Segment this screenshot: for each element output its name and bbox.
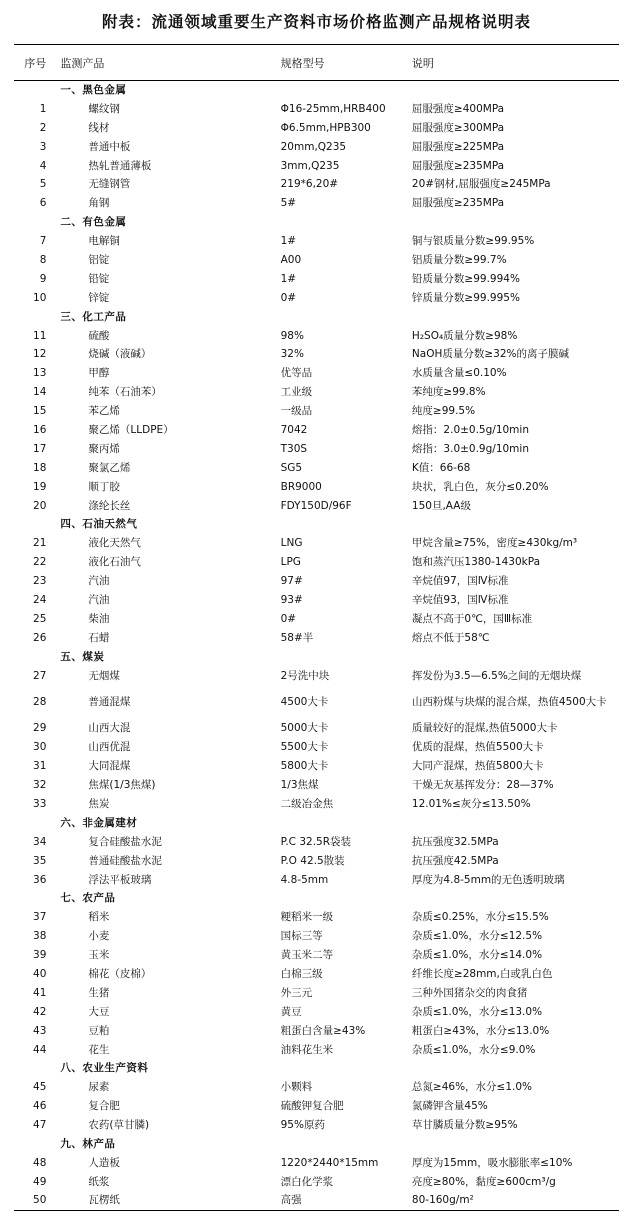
table-row bbox=[14, 345, 619, 364]
spec-value: 1# bbox=[280, 272, 297, 285]
spec-value: SG5 bbox=[280, 461, 303, 474]
spec-value: 外三元 bbox=[280, 986, 313, 999]
table-row bbox=[14, 851, 619, 870]
table-row bbox=[14, 1191, 619, 1210]
table-row bbox=[14, 477, 619, 496]
description: 辛烷值97，国Ⅳ标准 bbox=[411, 575, 509, 588]
product-name: 聚丙烯 bbox=[88, 442, 120, 455]
table-row bbox=[14, 269, 619, 288]
section-spacer bbox=[14, 1135, 56, 1154]
spec-value: 1# bbox=[280, 235, 297, 248]
spec-value: 5# bbox=[280, 197, 297, 210]
description: 纯度≥99.5% bbox=[411, 405, 476, 418]
section-label: 六、非金属建材 bbox=[60, 816, 138, 829]
section-spacer bbox=[14, 81, 56, 100]
row-number: 6 bbox=[39, 197, 47, 210]
row-number: 29 bbox=[33, 722, 47, 735]
product-name: 无缝钢管 bbox=[88, 178, 131, 191]
spec-value: 7042 bbox=[280, 423, 308, 436]
row-number: 24 bbox=[33, 593, 47, 606]
description: 锌质量分数≥99.995% bbox=[411, 291, 520, 304]
description: 铜与银质量分数≥99.95% bbox=[411, 235, 535, 248]
row-number: 5 bbox=[39, 178, 47, 191]
description: 质量较好的混煤,热值5000大卡 bbox=[411, 722, 558, 735]
table-row bbox=[14, 1153, 619, 1172]
section-spacer bbox=[14, 515, 56, 534]
spec-value: 漂白化学浆 bbox=[280, 1175, 334, 1188]
header-product: 监测产品 bbox=[56, 45, 280, 81]
row-number: 39 bbox=[33, 949, 47, 962]
table-row bbox=[14, 1021, 619, 1040]
row-number: 32 bbox=[33, 779, 47, 792]
spec-value: 二级冶金焦 bbox=[280, 798, 334, 810]
table-row bbox=[14, 795, 619, 814]
row-number: 34 bbox=[33, 835, 47, 848]
table-row bbox=[14, 458, 619, 477]
product-name: 人造板 bbox=[88, 1156, 120, 1169]
spec-value: P.O 42.5散装 bbox=[280, 854, 345, 867]
product-name: 复合硅酸盐水泥 bbox=[88, 835, 162, 848]
product-name: 硫酸 bbox=[88, 329, 110, 342]
row-number: 19 bbox=[33, 480, 47, 493]
table-row bbox=[14, 421, 619, 440]
section-label: 四、石油天然气 bbox=[60, 518, 138, 531]
table-row bbox=[14, 628, 619, 647]
table-row bbox=[14, 194, 619, 213]
row-number: 1 bbox=[39, 102, 47, 115]
description: 屈服强度≥235MPa bbox=[411, 197, 505, 210]
product-name: 稻米 bbox=[88, 911, 110, 924]
product-name: 汽油 bbox=[88, 575, 110, 588]
description: 氮磷钾含量45% bbox=[411, 1100, 488, 1113]
product-name: 涤纶长丝 bbox=[88, 499, 131, 512]
description: 12.01%≤灰分≤13.50% bbox=[411, 798, 531, 810]
row-number: 41 bbox=[33, 986, 47, 999]
product-name: 玉米 bbox=[88, 949, 110, 962]
description: 饱和蒸汽压1380-1430kPa bbox=[411, 556, 541, 569]
row-number: 50 bbox=[14, 1191, 56, 1210]
row-number: 11 bbox=[33, 329, 47, 342]
table-row bbox=[14, 326, 619, 345]
table-row bbox=[14, 738, 619, 757]
spec-value: 97# bbox=[280, 575, 303, 588]
product-name: 汽油 bbox=[88, 593, 110, 606]
product-name: 山西大混 bbox=[88, 722, 131, 735]
table-row bbox=[14, 591, 619, 610]
spec-value: 2号洗中块 bbox=[280, 669, 330, 682]
spec-value: 95%原药 bbox=[280, 1119, 325, 1132]
spec-value: 4500大卡 bbox=[280, 696, 329, 708]
product-name: 锌锭 bbox=[88, 291, 110, 304]
product-name: 普通中板 bbox=[88, 140, 131, 153]
product-name: 液化天然气 bbox=[88, 537, 141, 550]
description: 铝质量分数≥99.7% bbox=[411, 253, 507, 266]
table-row bbox=[14, 99, 619, 118]
product-name: 尿素 bbox=[88, 1081, 110, 1094]
table-row bbox=[14, 870, 619, 889]
section-label: 八、农业生产资料 bbox=[60, 1062, 149, 1075]
section-spacer bbox=[14, 1059, 56, 1078]
section-label: 九、林产品 bbox=[60, 1138, 116, 1151]
description: NaOH质量分数≥32%的离子膜碱 bbox=[411, 348, 570, 361]
table-row bbox=[14, 383, 619, 402]
description: 熔点不低于58℃ bbox=[411, 631, 490, 644]
spec-value: 3mm,Q235 bbox=[280, 159, 340, 172]
table-row bbox=[14, 572, 619, 591]
description: 80-160g/m² bbox=[412, 1191, 619, 1210]
description: 干燥无灰基挥发分：28—37% bbox=[411, 779, 554, 792]
section-spacer bbox=[14, 813, 56, 832]
row-number: 13 bbox=[33, 367, 47, 380]
description: 优质的混煤，热值5500大卡 bbox=[411, 741, 544, 754]
row-number: 4 bbox=[39, 159, 47, 172]
description: 屈服强度≥300MPa bbox=[411, 121, 505, 134]
row-number: 35 bbox=[33, 854, 47, 867]
spec-value: 5800大卡 bbox=[280, 760, 329, 773]
table-row bbox=[14, 364, 619, 383]
table-row bbox=[14, 685, 619, 719]
product-name: 苯乙烯 bbox=[88, 405, 120, 418]
row-number: 44 bbox=[33, 1043, 47, 1056]
section-row bbox=[14, 213, 619, 232]
description: 屈服强度≥235MPa bbox=[411, 159, 505, 172]
spec-value: 4.8-5mm bbox=[280, 873, 329, 886]
table-row bbox=[14, 232, 619, 251]
product-name: 大同混煤 bbox=[88, 760, 131, 773]
table-row bbox=[14, 1116, 619, 1135]
product-name: 农药(草甘膦) bbox=[88, 1119, 150, 1132]
table-row bbox=[14, 965, 619, 984]
table-row bbox=[14, 1097, 619, 1116]
product-name: 热轧普通薄板 bbox=[88, 159, 152, 172]
row-number: 9 bbox=[39, 272, 47, 285]
section-row bbox=[14, 515, 619, 534]
row-number: 26 bbox=[33, 631, 47, 644]
row-number: 33 bbox=[33, 798, 47, 810]
section-spacer bbox=[14, 889, 56, 908]
product-name: 螺纹钢 bbox=[88, 102, 120, 115]
table-row bbox=[14, 1172, 619, 1191]
spec-value: 优等品 bbox=[280, 367, 313, 380]
description: 杂质≤0.25%，水分≤15.5% bbox=[411, 911, 549, 924]
spec-value: 219*6,20# bbox=[280, 178, 339, 191]
description: 屈服强度≥225MPa bbox=[411, 140, 505, 153]
row-number: 37 bbox=[33, 911, 47, 924]
product-name: 山西优混 bbox=[88, 741, 131, 754]
document-title: 附表：流通领域重要生产资料市场价格监测产品规格说明表 bbox=[101, 12, 531, 31]
description: 大同产混煤，热值5800大卡 bbox=[411, 760, 544, 773]
description: 总氮≥46%，水分≤1.0% bbox=[411, 1081, 533, 1094]
row-number: 47 bbox=[33, 1119, 47, 1132]
row-number: 16 bbox=[33, 423, 47, 436]
row-number: 43 bbox=[33, 1024, 47, 1037]
spec-value: BR9000 bbox=[280, 480, 322, 493]
section-label: 一、黑色金属 bbox=[60, 84, 127, 97]
spec-value: 20mm,Q235 bbox=[280, 140, 347, 153]
description: 杂质≤1.0%，水分≤13.0% bbox=[411, 1005, 543, 1018]
description: 水质量含量≤0.10% bbox=[411, 367, 507, 380]
section-label: 三、化工产品 bbox=[60, 310, 127, 323]
product-name: 豆粕 bbox=[88, 1024, 110, 1037]
row-number: 15 bbox=[33, 405, 47, 418]
table-row bbox=[14, 776, 619, 795]
description: 三种外国猪杂交的肉食猪 bbox=[411, 986, 528, 999]
product-name: 烧碱（液碱） bbox=[88, 348, 152, 361]
spec-value: 93# bbox=[280, 593, 303, 606]
product-name: 焦炭 bbox=[88, 798, 110, 810]
description: 草甘膦质量分数≥95% bbox=[411, 1119, 518, 1132]
product-name: 顺丁胶 bbox=[88, 480, 120, 493]
table-row bbox=[14, 832, 619, 851]
spec-value: 0# bbox=[280, 291, 297, 304]
row-number: 20 bbox=[33, 499, 47, 512]
row-number: 46 bbox=[33, 1100, 47, 1113]
section-row bbox=[14, 1059, 619, 1078]
description: 抗压强度42.5MPa bbox=[411, 854, 499, 867]
product-name: 铅锭 bbox=[88, 272, 110, 285]
spec-value: 5500大卡 bbox=[280, 741, 329, 754]
row-number: 48 bbox=[33, 1156, 47, 1169]
description: 块状，乳白色，灰分≤0.20% bbox=[411, 480, 549, 493]
row-number: 14 bbox=[33, 386, 47, 399]
section-spacer bbox=[14, 647, 56, 666]
row-number: 2 bbox=[39, 121, 47, 134]
header-desc: 说明 bbox=[412, 45, 619, 81]
table-row bbox=[14, 118, 619, 137]
product-name: 柴油 bbox=[88, 612, 110, 625]
description: 150旦,AA级 bbox=[411, 499, 471, 512]
product-name: 小麦 bbox=[88, 930, 110, 943]
spec-value: 32% bbox=[280, 348, 304, 361]
product-name: 浮法平板玻璃 bbox=[88, 873, 152, 886]
spec-value: 工业级 bbox=[280, 386, 313, 399]
row-number: 30 bbox=[33, 741, 47, 754]
description: 铅质量分数≥99.994% bbox=[411, 272, 520, 285]
row-number: 25 bbox=[33, 612, 47, 625]
product-name: 复合肥 bbox=[88, 1100, 120, 1113]
table-row bbox=[14, 439, 619, 458]
description: 杂质≤1.0%，水分≤12.5% bbox=[411, 930, 543, 943]
spec-value: LPG bbox=[280, 556, 301, 569]
description: 辛烷值93，国Ⅳ标准 bbox=[411, 593, 509, 606]
product-name: 纸浆 bbox=[88, 1175, 110, 1188]
description: H₂SO₄质量分数≥98% bbox=[411, 329, 518, 342]
row-number: 45 bbox=[33, 1081, 47, 1094]
product-name: 无烟煤 bbox=[88, 669, 120, 682]
description: 抗压强度32.5MPa bbox=[411, 835, 499, 848]
row-number: 22 bbox=[33, 556, 47, 569]
table-row bbox=[14, 1078, 619, 1097]
section-row bbox=[14, 1135, 619, 1154]
table-row bbox=[14, 402, 619, 421]
description: 20#钢材,屈服强度≥245MPa bbox=[411, 178, 551, 191]
table-row bbox=[14, 534, 619, 553]
table-row bbox=[14, 553, 619, 572]
spec-value: A00 bbox=[280, 253, 302, 266]
table-row bbox=[14, 251, 619, 270]
row-number: 23 bbox=[33, 575, 47, 588]
row-number: 21 bbox=[33, 537, 47, 550]
row-number: 31 bbox=[33, 760, 47, 773]
description: K值：66-68 bbox=[411, 461, 471, 474]
spec-value: 国标三等 bbox=[280, 930, 323, 943]
section-spacer bbox=[14, 213, 56, 232]
table-row bbox=[14, 1040, 619, 1059]
row-number: 12 bbox=[33, 348, 47, 361]
spec-value: 1220*2440*15mm bbox=[280, 1156, 379, 1169]
section-label: 五、煤炭 bbox=[60, 650, 105, 663]
header-spec: 规格型号 bbox=[281, 45, 412, 81]
spec-value: 1/3焦煤 bbox=[280, 779, 319, 792]
product-name: 石蜡 bbox=[88, 631, 110, 644]
product-name: 角钢 bbox=[88, 197, 110, 210]
description: 厚度为15mm，吸水膨胀率≤10% bbox=[411, 1156, 573, 1169]
description: 粗蛋白≥43%，水分≤13.0% bbox=[411, 1024, 550, 1037]
row-number: 28 bbox=[33, 696, 47, 708]
product-name: 线材 bbox=[88, 121, 110, 134]
table-body bbox=[14, 81, 619, 1211]
spec-value: 98% bbox=[280, 329, 304, 342]
table-row bbox=[14, 666, 619, 685]
description: 苯纯度≥99.8% bbox=[411, 386, 486, 399]
product-name: 聚氯乙烯 bbox=[88, 461, 131, 474]
product-name: 瓦楞纸 bbox=[56, 1191, 280, 1210]
table-row bbox=[14, 908, 619, 927]
description: 亮度≥80%，黏度≥600cm³/g bbox=[411, 1175, 556, 1188]
product-name: 大豆 bbox=[88, 1005, 110, 1018]
product-name: 聚乙烯（LLDPE） bbox=[88, 423, 174, 436]
description: 纤维长度≥28mm,白或乳白色 bbox=[411, 968, 553, 981]
spec-value: Φ16-25mm,HRB400 bbox=[280, 102, 386, 115]
section-row bbox=[14, 81, 619, 100]
spec-value: 粗蛋白含量≥43% bbox=[280, 1024, 366, 1037]
spec-value: P.C 32.5R袋装 bbox=[280, 835, 352, 848]
description: 挥发份为3.5—6.5%之间的无烟块煤 bbox=[411, 669, 582, 682]
spec-value: LNG bbox=[280, 537, 303, 550]
spec-value: T30S bbox=[280, 442, 308, 455]
row-number: 8 bbox=[39, 253, 47, 266]
table-row bbox=[14, 609, 619, 628]
description: 凝点不高于0℃，国Ⅲ标准 bbox=[411, 612, 533, 625]
spec-table bbox=[14, 44, 619, 1211]
spec-value: 58#半 bbox=[280, 631, 314, 644]
row-number: 49 bbox=[33, 1175, 47, 1188]
row-number: 42 bbox=[33, 1005, 47, 1018]
description: 杂质≤1.0%，水分≤14.0% bbox=[411, 949, 543, 962]
description: 熔指：3.0±0.9g/10min bbox=[411, 442, 529, 455]
product-name: 甲醇 bbox=[88, 367, 110, 380]
row-number: 17 bbox=[33, 442, 47, 455]
section-spacer bbox=[14, 307, 56, 326]
description: 甲烷含量≥75%，密度≥430kg/m³ bbox=[411, 537, 578, 550]
product-name: 棉花（皮棉） bbox=[88, 968, 152, 981]
table-row bbox=[14, 137, 619, 156]
section-row bbox=[14, 889, 619, 908]
description: 山西粉煤与块煤的混合煤，热值4500大卡 bbox=[411, 696, 607, 708]
spec-value: 硫酸钾复合肥 bbox=[280, 1100, 344, 1113]
spec-value: 小颗料 bbox=[280, 1081, 313, 1094]
table-row bbox=[14, 757, 619, 776]
spec-value: 白棉三级 bbox=[280, 968, 323, 981]
table-row bbox=[14, 496, 619, 515]
description: 厚度为4.8-5mm的无色透明玻璃 bbox=[411, 873, 565, 886]
table-row bbox=[14, 288, 619, 307]
table-row bbox=[14, 719, 619, 738]
row-number: 7 bbox=[39, 235, 47, 248]
row-number: 10 bbox=[33, 291, 47, 304]
spec-value: 高强 bbox=[281, 1191, 412, 1210]
product-name: 纯苯（石油苯） bbox=[88, 386, 162, 399]
table-header-row bbox=[14, 45, 619, 81]
spec-value: 油料花生米 bbox=[280, 1043, 334, 1056]
row-number: 27 bbox=[33, 669, 47, 682]
row-number: 40 bbox=[33, 968, 47, 981]
spec-value: FDY150D/96F bbox=[280, 499, 352, 512]
table-row bbox=[14, 946, 619, 965]
spec-value: Φ6.5mm,HPB300 bbox=[280, 121, 371, 134]
description: 屈服强度≥400MPa bbox=[411, 102, 505, 115]
row-number: 18 bbox=[33, 461, 47, 474]
product-name: 铝锭 bbox=[88, 253, 110, 266]
section-row bbox=[14, 813, 619, 832]
section-label: 七、农产品 bbox=[60, 892, 116, 905]
row-number: 3 bbox=[39, 140, 47, 153]
product-name: 花生 bbox=[88, 1043, 110, 1056]
description: 熔指：2.0±0.5g/10min bbox=[411, 423, 529, 436]
spec-value: 黄豆 bbox=[280, 1005, 302, 1018]
product-name: 电解铜 bbox=[88, 235, 120, 248]
table-row bbox=[14, 175, 619, 194]
row-number: 38 bbox=[33, 930, 47, 943]
product-name: 普通混煤 bbox=[88, 696, 131, 708]
spec-value: 黄玉米二等 bbox=[280, 949, 334, 962]
spec-value: 0# bbox=[280, 612, 297, 625]
product-name: 普通硅酸盐水泥 bbox=[88, 854, 162, 867]
spec-value: 一级品 bbox=[280, 405, 313, 418]
section-row bbox=[14, 647, 619, 666]
section-row bbox=[14, 307, 619, 326]
spec-value: 5000大卡 bbox=[280, 722, 329, 735]
section-label: 二、有色金属 bbox=[60, 216, 127, 229]
table-row bbox=[14, 927, 619, 946]
description: 杂质≤1.0%，水分≤9.0% bbox=[411, 1043, 536, 1056]
header-no: 序号 bbox=[14, 45, 56, 81]
row-number: 36 bbox=[33, 873, 47, 886]
spec-value: 粳稻米一级 bbox=[280, 911, 334, 924]
table-row bbox=[14, 1002, 619, 1021]
product-name: 生猪 bbox=[88, 986, 110, 999]
table-row bbox=[14, 983, 619, 1002]
product-name: 液化石油气 bbox=[88, 556, 141, 569]
product-name: 焦煤(1/3焦煤) bbox=[88, 779, 156, 792]
table-row bbox=[14, 156, 619, 175]
